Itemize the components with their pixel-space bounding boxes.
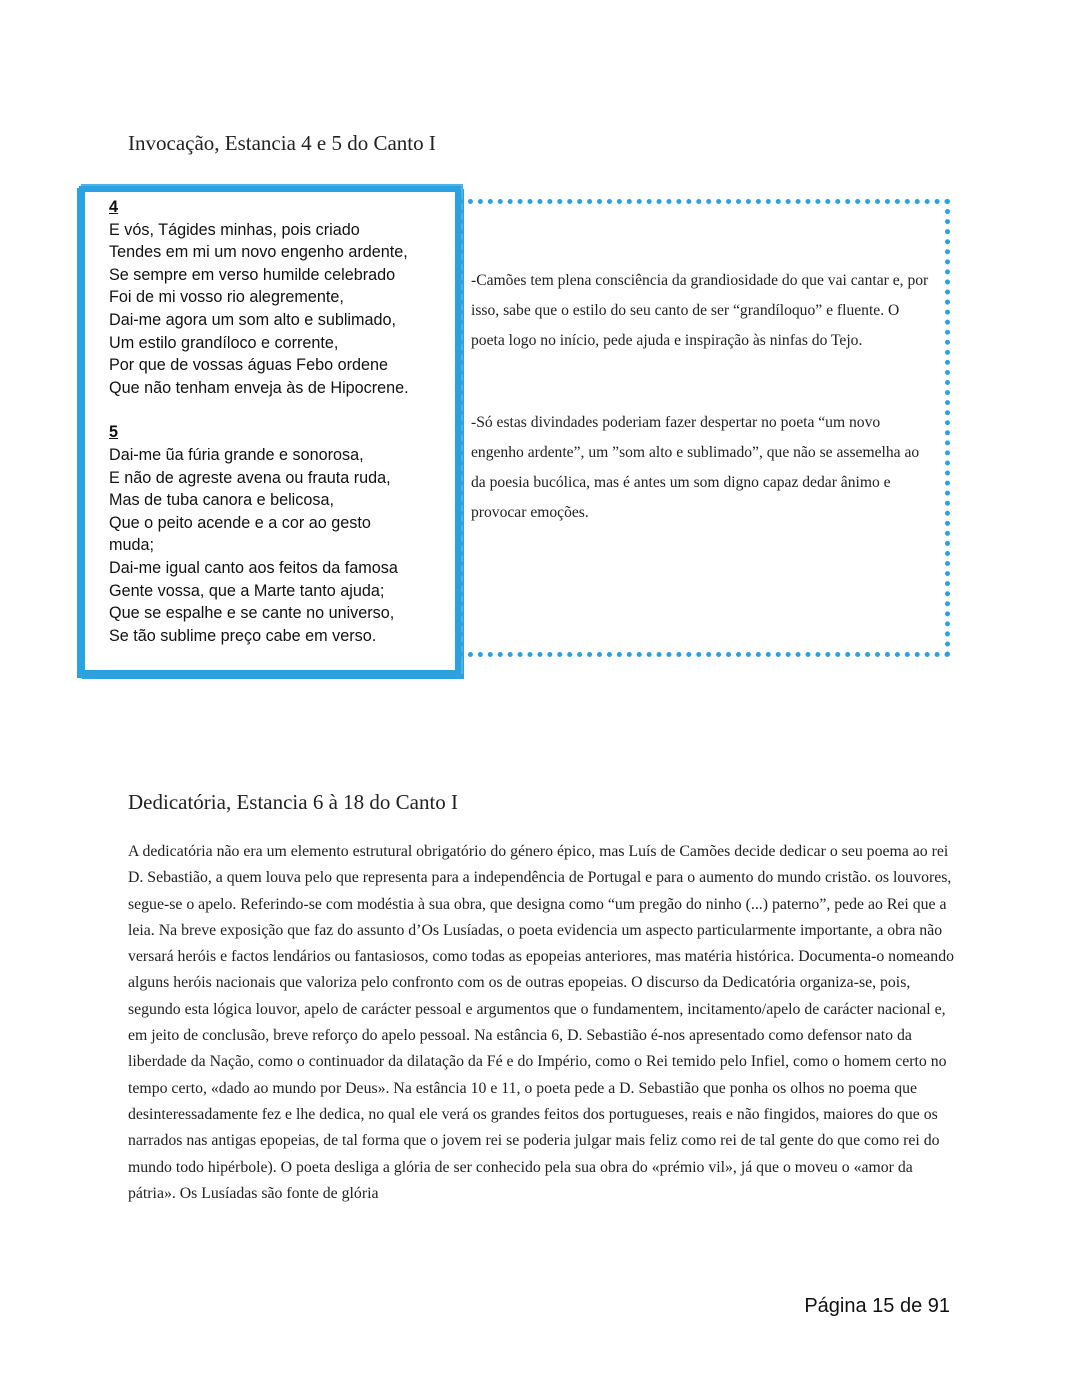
verse-line: Um estilo grandíloco e corrente, <box>109 333 339 352</box>
commentary-box <box>458 199 950 657</box>
verse-line: Se tão sublime preço cabe em verso. <box>109 626 377 645</box>
verse-line: Foi de mi vosso rio alegremente, <box>109 288 344 307</box>
verse-line: Gente vossa, que a Marte tanto ajuda; <box>109 581 385 600</box>
verse-line: E não de agreste avena ou frauta ruda, <box>109 468 391 487</box>
stanza-number: 4 <box>109 198 119 216</box>
verse-line: muda; <box>109 536 154 555</box>
verse-line: Mas de tuba canora e belicosa, <box>109 491 334 510</box>
commentary-paragraph: -Só estas divindades poderiam fazer despertar no poeta “um novo engenho ardente”, um ”som alto e sublimado”, que não se assemelha ao da poesia bucólica, mas é antes um som digno capaz dedar ânimo e provocar emoções. <box>471 414 920 521</box>
verse-line: Dai-me igual canto aos feitos da famosa <box>109 558 398 577</box>
verse-line: Tendes em mi um novo engenho ardente, <box>109 243 408 262</box>
verse-line: Que não tenham enveja às de Hipocrene. <box>109 378 409 397</box>
stanza-number: 5 <box>109 423 119 442</box>
verse-line: E vós, Tágides minhas, pois criado <box>109 220 360 239</box>
section-title-dedicatoria: Dedicatória, Estancia 6 à 18 do Canto I <box>128 790 459 814</box>
section-title-invocacao: Invocação, Estancia 4 e 5 do Canto I <box>128 131 436 155</box>
dedicatoria-paragraph: A dedicatória não era um elemento estrutural obrigatório do género épico, mas Luís de Camões decide dedicar o seu poema ao rei D. Sebastião, a quem louva pelo que representa para a independência de Portugal e para o aumento do mundo cristão. os louvores, segue-se o apelo. Referindo-se com modéstia à sua obra, que designa como “um pregão do ninho (...) paterno”, pede ao Rei que a leia. Na breve exposição que faz do assunto d’Os Lusíadas, o poeta evidencia um aspecto particularmente importante, a obra não versará heróis e factos lendários ou fantasiosos, como todas as epopeias anteriores, mas matéria histórica. Documenta-o nomeando alguns heróis nacionais que valoriza pelo confronto com os de outras epopeias. O discurso da Dedicatória organiza-se, pois, segundo esta lógica louvor, apelo de carácter pessoal e argumentos que o fundamentem, incitamento/apelo de carácter nacional e, em jeito de conclusão, breve reforço do apelo pessoal. Na estância 6, D. Sebastião é-nos apresentado como defensor nato da liberdade da Nação, como o continuador da dilatação da Fé e do Império, como o Rei temido pelo Infiel, como o homem certo no tempo certo, «dado ao mundo por Deus». Na estância 10 e 11, o poeta pede a D. Sebastião que ponha os olhos no poema que desinteressadamente fez e lhe dedica, no qual ele verá os grandes feitos dos portugueses, reais e não fingidos, maiores do que os narrados nas antigas epopeias, de tal forma que o jovem rei se poderia julgar mais feliz como rei de tal gente do que como rei do mundo todo hipérbole). O poeta desliga a glória de ser conhecido pela sua obra do «prémio vil», já que o moveu o «amor da pátria». Os Lusíadas são fonte de glória <box>128 843 954 1202</box>
page-number: Página 15 de 91 <box>804 1295 950 1317</box>
verse-line: Por que de vossas águas Febo ordene <box>109 356 388 375</box>
verse-line: Se sempre em verso humilde celebrado <box>109 265 396 284</box>
verse-line: Que o peito acende e a cor ao gesto <box>109 513 371 532</box>
verse-line: Que se espalhe e se cante no universo, <box>109 604 395 623</box>
commentary-paragraph: -Camões tem plena consciência da grandiosidade do que vai cantar e, por isso, sabe que o estilo do seu canto de ser “grandíloquo” e fluente. O poeta logo no início, pede ajuda e inspiração às ninfas do Tejo. <box>471 272 929 349</box>
stanza-5 <box>109 421 455 647</box>
stanza-4 <box>109 196 455 399</box>
poem-box <box>79 186 461 676</box>
verse-line: Dai-me ũa fúria grande e sonorosa, <box>109 445 364 464</box>
verse-line: Dai-me agora um som alto e sublimado, <box>109 310 397 329</box>
